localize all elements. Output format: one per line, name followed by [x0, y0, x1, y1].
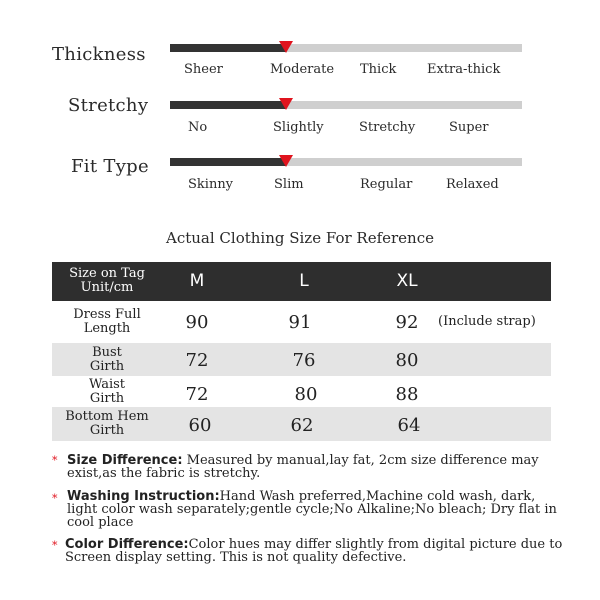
thickness-fill [170, 44, 286, 52]
cell-xl: 80 [395, 350, 419, 371]
cell-l: 62 [290, 415, 314, 436]
stretchy-fill [170, 101, 286, 109]
fit-type-option: Relaxed [446, 177, 499, 192]
row-label-line: Dress Full [73, 307, 141, 322]
row-label-line: Length [83, 321, 131, 336]
cell-m: 72 [185, 350, 209, 371]
table-row [52, 343, 551, 376]
note-color-difference [65, 538, 565, 564]
thickness-option: Extra-thick [427, 62, 501, 77]
row-label-line: Girth [89, 423, 125, 438]
stretchy-label: Stretchy [68, 95, 149, 116]
thickness-label: Thickness [52, 44, 146, 65]
note-size-difference [67, 454, 567, 480]
row-label-line: Bottom Hem [65, 409, 149, 424]
fit-type-option: Slim [274, 177, 304, 192]
stretchy-marker-icon [279, 98, 293, 110]
note-marker-icon: * [52, 539, 58, 552]
note-text: Color hues may differ slightly from digital picture due to Screen display setting. This is not quality defective. [65, 537, 563, 565]
row-label-line: Girth [89, 359, 125, 374]
size-header-xl: XL [396, 271, 418, 291]
note-title: Color Difference: [65, 537, 189, 552]
thickness-option: Moderate [270, 62, 335, 77]
note-title: Size Difference: [67, 453, 183, 468]
fit-type-marker-icon [279, 155, 293, 167]
table-row [52, 303, 551, 341]
note-marker-icon: * [52, 492, 58, 505]
stretchy-option: No [188, 120, 208, 135]
stretchy-option: Stretchy [359, 120, 416, 135]
size-table-header [52, 262, 551, 301]
stretchy-option: Slightly [273, 120, 324, 135]
header-label-line: Unit/cm [80, 280, 134, 295]
row-label [52, 308, 162, 336]
cell-l: 76 [292, 350, 316, 371]
header-label [52, 267, 162, 295]
row-label-line: Waist [88, 377, 126, 392]
size-table-title: Actual Clothing Size For Reference [165, 229, 434, 247]
cell-m: 90 [185, 312, 209, 333]
table-row [52, 407, 551, 441]
fit-type-option: Regular [360, 177, 413, 192]
thickness-marker-icon [279, 41, 293, 53]
fit-type-option: Skinny [188, 177, 234, 192]
row-label [52, 346, 162, 374]
thickness-option: Sheer [184, 62, 223, 77]
row-label [52, 378, 162, 406]
row-label-line: Girth [89, 391, 125, 406]
cell-xl: 92 [395, 312, 419, 333]
size-header-l: L [299, 271, 309, 291]
cell-m: 72 [185, 384, 209, 405]
cell-xl: 88 [395, 384, 419, 405]
note-text: Measured by manual,lay fat, 2cm size difference may exist,as the fabric is stretchy. [67, 453, 539, 481]
cell-xl: 64 [397, 415, 421, 436]
note-marker-icon: * [52, 454, 58, 467]
size-header-m: M [189, 271, 205, 291]
thickness-scale [170, 44, 522, 52]
note-title: Washing Instruction: [67, 489, 220, 504]
row-note: (Include strap) [438, 314, 536, 329]
cell-m: 60 [188, 415, 212, 436]
row-label [52, 410, 162, 438]
stretchy-scale [170, 101, 522, 109]
thickness-option: Thick [360, 62, 397, 77]
stretchy-option: Super [449, 120, 489, 135]
fit-type-scale [170, 158, 522, 166]
cell-l: 80 [294, 384, 318, 405]
fit-type-label: Fit Type [71, 156, 149, 177]
cell-l: 91 [288, 312, 312, 333]
note-washing-instruction [67, 490, 567, 529]
fit-type-fill [170, 158, 286, 166]
row-label-line: Bust [92, 345, 122, 360]
note-text: Hand Wash preferred,Machine cold wash, dark, light color wash separately;gentle cycle;No Alkaline;No bleach; Dry flat in cool place [67, 489, 557, 530]
header-label-line: Size on Tag [69, 266, 145, 281]
table-row [52, 377, 551, 407]
